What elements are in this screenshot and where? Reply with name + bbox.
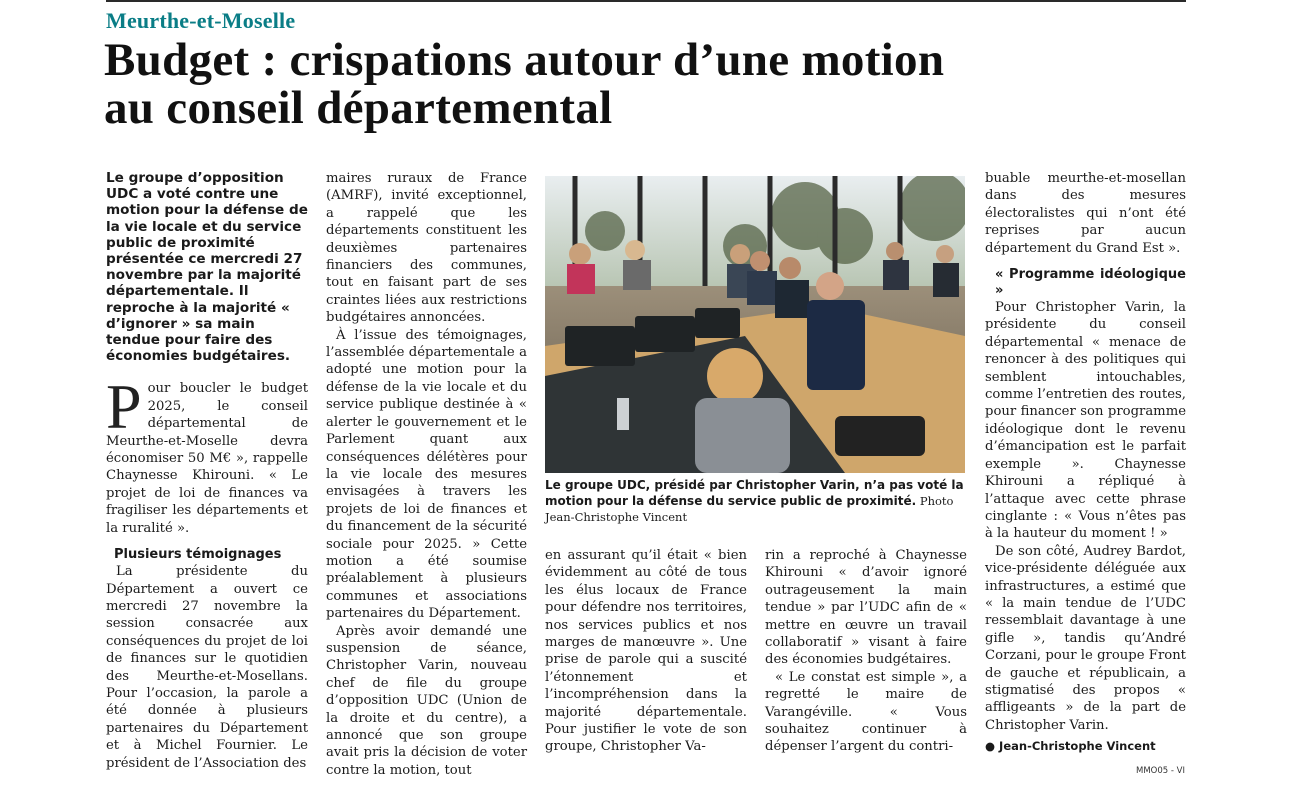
headline (104, 36, 1189, 132)
column-3 (545, 547, 747, 756)
subhead-temoignages: Plusieurs témoignages (114, 547, 282, 563)
paragraph-col3-1: en assurant qu’il était « bien évidemment au côté de tous les élus locaux de France pour défendre nos territoires, nos services publics et nos marges de manœuvre ». Une prise de parole qui a suscité l’étonnement et l’incompréhension dans la majorité départementale. Pour justifier le vote de son groupe, Christopher Va- (545, 548, 747, 755)
caption-credit: Photo Jean-Christophe Vincent (545, 494, 954, 524)
paragraph-col4-2: « Le constat est simple », a regretté le maire de Varangéville. « Vous souhaitez continuer à dépenser l’argent du contri- (765, 669, 967, 755)
page-folio: MMO05 - VI (1136, 766, 1185, 776)
subhead-programme: « Programme idéologique » (995, 267, 1186, 299)
top-rule (106, 0, 1186, 2)
column-1 (106, 170, 308, 772)
paragraph-col5-2: Pour Christopher Varin, la présidente du conseil départemental « menace de renoncer à des politiques qui semblent intouchables, comme l’entretien des routes, pour financer son programme idéologique dont le revenu d’émancipation est le parfait exemple ». Chaynesse Khirouni a répliqué à l’attaque avec cette phrase cinglante : « Vous n’êtes pas à la hauteur du moment ! » (985, 300, 1186, 542)
column-5 (985, 170, 1186, 756)
paragraph-col2-1: maires ruraux de France (AMRF), invité exceptionnel, a rappelé que les départements constituent les deuxièmes partenaires financiers des communes, tout en faisant part de ses craintes liées aux restrictions budgétaires annoncées. (326, 171, 527, 326)
caption-text: Le groupe UDC, présidé par Christopher Varin, n’a pas voté la motion pour la défense du service public de proximité. (545, 478, 964, 508)
section-rubric: Meurthe-et-Moselle (106, 8, 296, 33)
paragraph-col5-1: buable meurthe-et-mosellan dans des mesures électoralistes qui n’ont été reprises par aucun département du Grand Est ». (985, 171, 1186, 256)
paragraph-col5-3: De son côté, Audrey Bardot, vice-présidente déléguée aux infrastructures, a estimé que « la main tendue de l’UDC ressemblait davantage à une gifle », tandis qu’André Corzani, pour le groupe Front de gauche et républicain, a stigmatisé des propos « affligeants » de la part de Christopher Varin. (985, 543, 1186, 733)
lead-paragraph: Pour boucler le budget 2025, le conseil départemental de Meurthe-et-Moselle devra économiser 50 M€ », rappelle Chaynesse Khirouni. « Le projet de loi de finances va fragiliser les départements et la ruralité ». (106, 371, 308, 536)
paragraph-col2-3: Après avoir demandé une suspension de séance, Christopher Varin, nouveau chef de file du groupe d’opposition UDC (Union de la droite et du centre), a annoncé que son groupe avait pris la décision de voter contre la motion, tout (326, 623, 527, 778)
headline-line-1: Budget : crispations autour d’une motion (104, 34, 945, 86)
paragraph-col2-2: À l’issue des témoignages, l’assemblée départementale a adopté une motion pour la défense de la vie locale et du service publique destinée à « alerter le gouvernement et le Parlement quant aux conséquences délétères pour la vie locale des mesures envisagées à travers les projets de loi de finances et du financement de la sécurité sociale pour 2025. » Cette motion a été soumise préalablement à plusieurs communes et associations partenaires du Département. (326, 327, 527, 622)
paragraph-col4-1: rin a reproché à Chaynesse Khirouni « d’avoir ignoré outrageusement la main tendue » par l’UDC afin de « mettre en œuvre un travail collaboratif » visant à faire des économies budgétaires. (765, 548, 967, 668)
photo-caption (545, 477, 965, 525)
headline-line-2: au conseil départemental (104, 82, 613, 134)
author-signature: ● Jean-Christophe Vincent (985, 739, 1156, 754)
chapo: Le groupe d’opposition UDC a voté contre une motion pour la défense de la vie locale et du service public de proximité présentée ce mercredi 27 novembre par la majorité départementale. Il reproche à la majorité « d’ignorer » sa main tendue pour faire des économies budgétaires. (106, 170, 308, 365)
photo-illustration (545, 176, 965, 473)
column-2 (326, 170, 527, 779)
paragraph-col1-2: La présidente du Département a ouvert ce mercredi 27 novembre la session consacrée aux conséquences du projet de loi de finances sur le quotidien des Meurthe-et-Mosellans. Pour l’occasion, la parole a été donnée à plusieurs partenaires du Département et à Michel Fournier. Le président de l’Association des (106, 564, 308, 771)
article-photo (545, 176, 965, 473)
column-4 (765, 547, 967, 756)
